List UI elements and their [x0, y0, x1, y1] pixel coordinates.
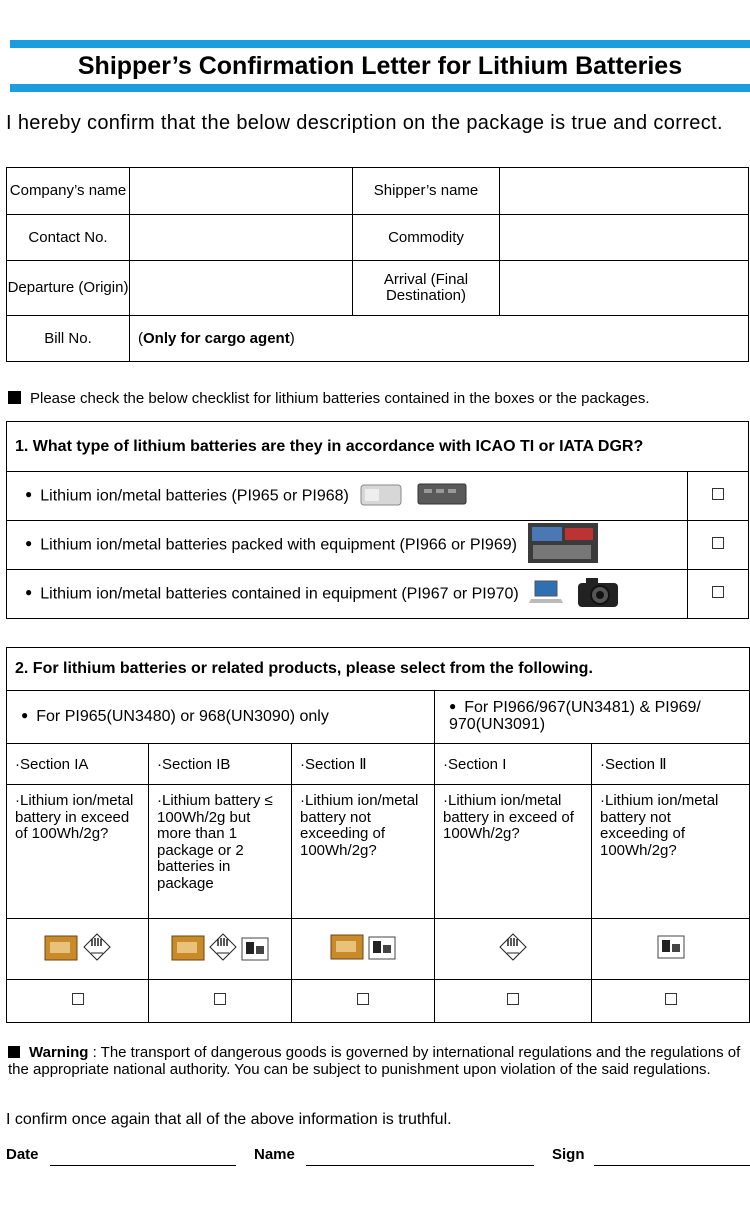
departure-field[interactable] — [130, 261, 353, 316]
confirm-statement: I hereby confirm that the below description on the package is true and correct. — [6, 112, 723, 134]
battery-type-option-pi966 — [7, 521, 688, 570]
checkbox-icon — [72, 993, 84, 1005]
section-ia-description: ·Lithium ion/metal battery in exceed of 100Wh/2g? — [7, 785, 149, 919]
bullet-dot-icon: ● — [25, 585, 33, 600]
checkbox-icon — [712, 488, 724, 500]
page-title: Shipper’s Confirmation Letter for Lithium Batteries — [77, 52, 683, 80]
confirm-again-statement: I confirm once again that all of the above information is truthful. — [6, 1111, 452, 1128]
checkbox-icon — [357, 993, 369, 1005]
section-ii-equipment-labels — [592, 919, 750, 980]
title-bottom-stripe — [10, 84, 750, 92]
group-pi965-968 — [7, 691, 435, 744]
group-pi966-970 — [435, 691, 750, 744]
section-ii-labels — [292, 919, 435, 980]
battery-type-checkbox-pi967[interactable] — [688, 570, 749, 619]
class-9-hazard-label-icon — [209, 933, 237, 961]
departure-label: Departure (Origin) — [7, 261, 130, 316]
title-bar — [10, 40, 750, 92]
checklist-note-text: Please check the below checklist for lithium batteries contained in the boxes or the packages. — [30, 390, 650, 407]
sign-label: Sign — [552, 1146, 585, 1163]
cargo-aircraft-only-label-icon — [241, 937, 269, 961]
lithium-battery-handling-label-icon — [44, 935, 78, 961]
battery-type-table — [6, 421, 749, 619]
bullet-dot-icon: ● — [25, 536, 33, 551]
bill-no-paren-close: ) — [289, 330, 295, 347]
checkbox-icon — [665, 993, 677, 1005]
shipper-name-field[interactable] — [500, 168, 749, 215]
option-label: Lithium ion/metal batteries packed with equipment (PI966 or PI969) — [40, 536, 517, 554]
commodity-field[interactable] — [500, 215, 749, 261]
section-ib-labels — [149, 919, 292, 980]
checkbox-icon — [712, 537, 724, 549]
checkbox-icon — [712, 586, 724, 598]
battery-module-icon — [416, 479, 468, 514]
section-i-header: ·Section I — [435, 744, 592, 785]
lithium-battery-handling-label-icon — [330, 934, 364, 960]
checklist-note — [8, 390, 650, 407]
class-9-hazard-label-icon — [83, 933, 111, 961]
battery-pack-icon — [359, 479, 405, 514]
warning-text: : The transport of dangerous goods is governed by international regulations and the regulations of the appropriate national authority. You can be subject to punishment upon violation of the said regulations. — [8, 1044, 741, 1079]
battery-section-question: 2. For lithium batteries or related products, please select from the following. — [7, 648, 750, 691]
name-label: Name — [254, 1146, 295, 1163]
section-ii-equipment-description: ·Lithium ion/metal battery not exceeding of 100Wh/2g? — [592, 785, 750, 919]
section-ii-header: ·Section Ⅱ — [292, 744, 435, 785]
contact-no-field[interactable] — [130, 215, 353, 261]
battery-type-question: 1. What type of lithium batteries are they in accordance with ICAO TI or IATA DGR? — [7, 422, 749, 472]
section-i-labels — [435, 919, 592, 980]
section-ib-header: ·Section IB — [149, 744, 292, 785]
shipment-info-table — [6, 167, 749, 362]
black-square-bullet-icon — [8, 1046, 20, 1058]
group-label: For PI965(UN3480) or 968(UN3090) only — [36, 707, 329, 725]
cargo-aircraft-only-label-icon — [657, 935, 685, 959]
warning-notice — [8, 1044, 750, 1079]
section-ii-checkbox[interactable] — [292, 980, 435, 1023]
bill-no-hint: Only for cargo agent — [143, 330, 290, 347]
section-ii-equipment-checkbox[interactable] — [592, 980, 750, 1023]
shipper-name-label: Shipper’s name — [353, 168, 500, 215]
battery-type-option-pi965 — [7, 472, 688, 521]
bullet-dot-icon: ● — [21, 707, 29, 722]
cargo-aircraft-only-label-icon — [368, 936, 396, 960]
laptop-icon — [529, 577, 565, 612]
class-9-hazard-label-icon — [499, 933, 527, 961]
section-i-description: ·Lithium ion/metal battery in exceed of 100Wh/2g? — [435, 785, 592, 919]
company-name-label: Company’s name — [7, 168, 130, 215]
arrival-field[interactable] — [500, 261, 749, 316]
company-name-field[interactable] — [130, 168, 353, 215]
bullet-dot-icon: ● — [25, 487, 33, 502]
group-label: For PI966/967(UN3481) & PI969/ 970(UN3091) — [449, 699, 701, 733]
section-ia-checkbox[interactable] — [7, 980, 149, 1023]
battery-type-checkbox-pi966[interactable] — [688, 521, 749, 570]
camera-icon — [576, 575, 620, 614]
bill-no-field[interactable] — [130, 316, 749, 362]
battery-section-table — [6, 647, 750, 1023]
section-ia-header: ·Section IA — [7, 744, 149, 785]
name-field[interactable] — [306, 1165, 534, 1166]
lithium-battery-handling-label-icon — [171, 935, 205, 961]
arrival-label: Arrival (Final Destination) — [353, 261, 500, 316]
section-i-checkbox[interactable] — [435, 980, 592, 1023]
black-square-bullet-icon — [8, 391, 21, 404]
bill-no-paren-open: ( — [138, 330, 143, 347]
sign-field[interactable] — [594, 1165, 750, 1166]
option-label: Lithium ion/metal batteries (PI965 or PI968) — [40, 487, 349, 505]
section-ia-labels — [7, 919, 149, 980]
contact-no-label: Contact No. — [7, 215, 130, 261]
title-top-stripe — [10, 40, 750, 48]
date-label: Date — [6, 1146, 39, 1163]
battery-type-checkbox-pi965[interactable] — [688, 472, 749, 521]
signature-row — [6, 1146, 750, 1170]
checkbox-icon — [507, 993, 519, 1005]
section-ii-description: ·Lithium ion/metal battery not exceeding of 100Wh/2g? — [292, 785, 435, 919]
equipment-case-icon — [527, 522, 599, 569]
date-field[interactable] — [50, 1165, 236, 1166]
section-ib-description: ·Lithium battery ≤ 100Wh/2g but more than 1 package or 2 batteries in package — [149, 785, 292, 919]
commodity-label: Commodity — [353, 215, 500, 261]
section-ii-equipment-header: ·Section Ⅱ — [592, 744, 750, 785]
warning-label: Warning — [29, 1044, 89, 1061]
section-ib-checkbox[interactable] — [149, 980, 292, 1023]
checkbox-icon — [214, 993, 226, 1005]
bill-no-label: Bill No. — [7, 316, 130, 362]
option-label: Lithium ion/metal batteries contained in equipment (PI967 or PI970) — [40, 585, 519, 603]
battery-type-option-pi967 — [7, 570, 688, 619]
bullet-dot-icon: ● — [449, 699, 457, 714]
